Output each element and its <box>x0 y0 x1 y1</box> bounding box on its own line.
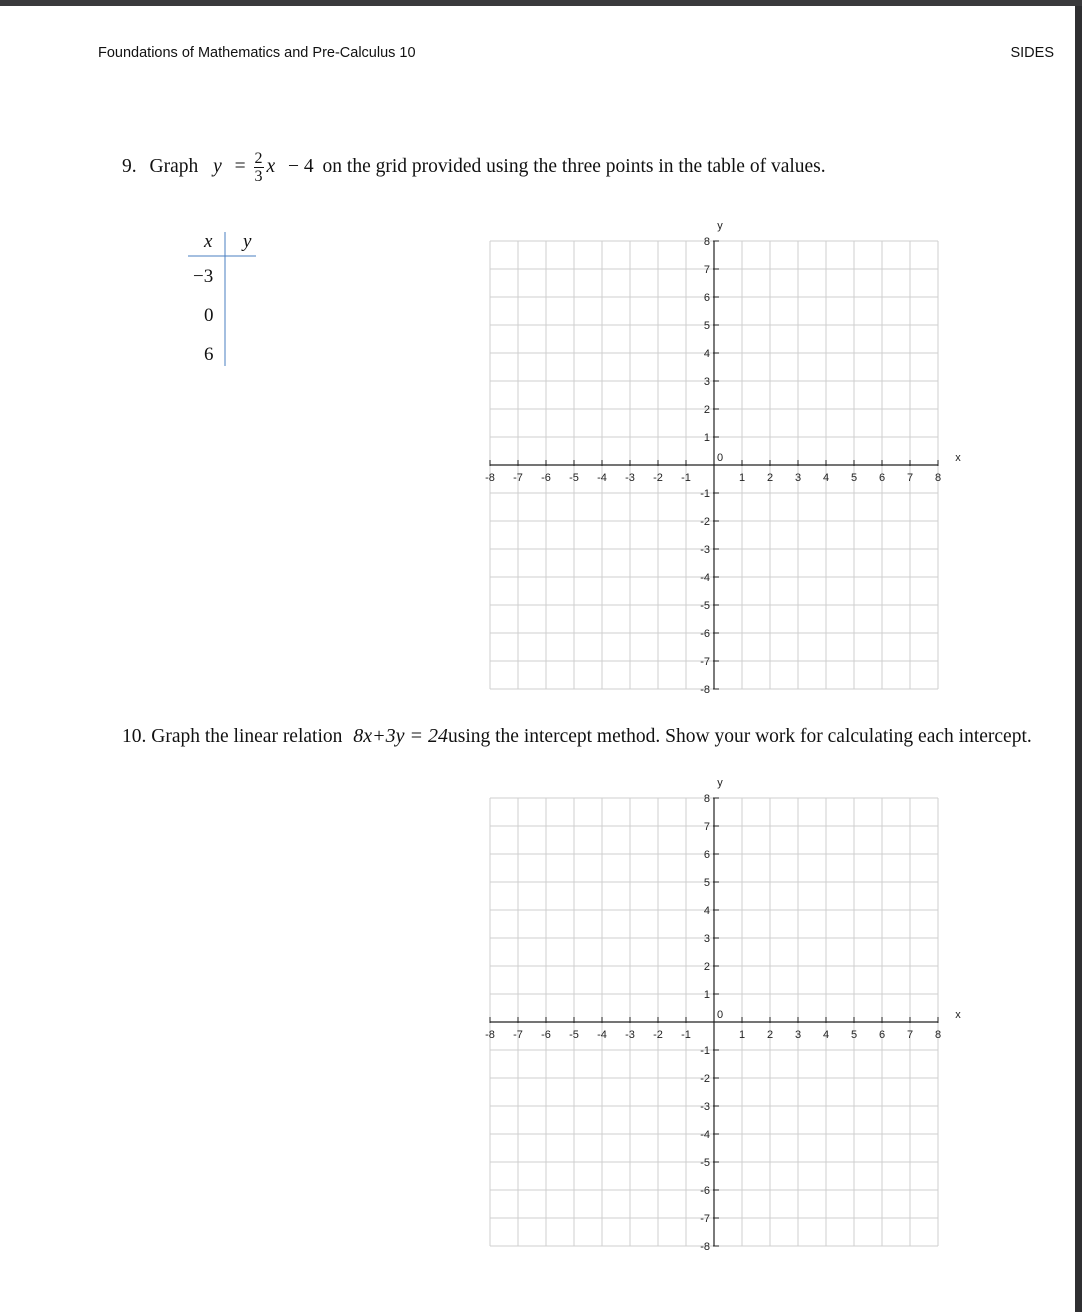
y-tick-label: 3 <box>703 376 710 388</box>
y-tick-label: -7 <box>700 1213 710 1225</box>
x-tick-label: 4 <box>822 1029 830 1041</box>
table-x-value: 6 <box>204 344 214 365</box>
y-tick-label: 5 <box>703 320 710 332</box>
y-tick-label: -6 <box>700 628 710 640</box>
y-tick-label: -8 <box>700 1241 710 1253</box>
q9-lead: Graph <box>149 155 199 177</box>
x-tick-label: 1 <box>738 1029 746 1041</box>
q9-x-var: x <box>266 155 276 177</box>
x-tick-label: 2 <box>766 472 774 484</box>
x-tick-label: 8 <box>934 1029 942 1041</box>
x-tick-label: -4 <box>597 1029 607 1041</box>
q9-y-var: y <box>213 155 222 177</box>
y-tick-label: 8 <box>703 793 710 805</box>
y-axis-label: y <box>717 220 723 232</box>
x-tick-label: 4 <box>822 472 830 484</box>
x-tick-label: -1 <box>681 472 691 484</box>
y-tick-label: -5 <box>700 600 710 612</box>
x-axis-label: x <box>955 1009 961 1021</box>
table-x-value: 0 <box>204 305 214 326</box>
x-tick-label: 6 <box>878 1029 886 1041</box>
q10-text: 10. Graph the linear relation <box>122 726 343 747</box>
y-tick-label: -3 <box>700 544 710 556</box>
x-tick-label: -2 <box>653 1029 663 1041</box>
x-axis-label: x <box>955 452 961 464</box>
table-y-header: y <box>243 231 252 252</box>
q9-rest: on the grid provided using the three points in the table of values. <box>322 155 826 177</box>
x-tick-label: -8 <box>485 472 495 484</box>
q9-frac-den: 3 <box>254 168 263 185</box>
y-tick-label: 1 <box>703 432 710 444</box>
x-tick-label: -5 <box>569 1029 579 1041</box>
x-tick-label: -6 <box>541 472 551 484</box>
question-10 <box>122 725 1032 748</box>
y-tick-label: -5 <box>700 1157 710 1169</box>
y-tick-label: -8 <box>700 684 710 696</box>
q9-equals: = <box>234 155 246 177</box>
window-top-bar <box>0 0 1082 6</box>
y-tick-label: 8 <box>703 236 710 248</box>
y-tick-label: 2 <box>703 404 710 416</box>
y-tick-label: 6 <box>703 849 710 861</box>
x-tick-label: 1 <box>738 472 746 484</box>
q10-rest: using the intercept method. Show your work for calculating each intercept. <box>448 726 1032 747</box>
x-tick-label: 7 <box>906 1029 914 1041</box>
q9-minus-four: − 4 <box>288 155 314 177</box>
x-tick-label: -3 <box>625 1029 635 1041</box>
y-tick-label: 1 <box>703 989 710 1001</box>
y-tick-label: 7 <box>703 821 710 833</box>
y-axis-label: y <box>717 777 723 789</box>
grid-svg <box>478 212 978 697</box>
x-tick-label: -6 <box>541 1029 551 1041</box>
x-tick-label: -4 <box>597 472 607 484</box>
y-tick-label: 6 <box>703 292 710 304</box>
table-x-header: x <box>204 231 213 252</box>
y-tick-label: -1 <box>700 1045 710 1057</box>
table-of-values <box>188 228 258 368</box>
y-tick-label: 7 <box>703 264 710 276</box>
x-tick-label: -7 <box>513 472 523 484</box>
y-tick-label: 4 <box>703 348 710 360</box>
x-tick-label: -2 <box>653 472 663 484</box>
question-9 <box>122 150 826 185</box>
y-tick-label: -6 <box>700 1185 710 1197</box>
y-tick-label: -2 <box>700 1073 710 1085</box>
course-title: Foundations of Mathematics and Pre-Calculus 10 <box>98 45 416 61</box>
q9-frac-num: 2 <box>254 150 263 167</box>
x-tick-label: 7 <box>906 472 914 484</box>
y-tick-label: 2 <box>703 961 710 973</box>
y-tick-label: -4 <box>700 572 710 584</box>
x-tick-label: 3 <box>794 472 802 484</box>
q10-equation: 8x+3y = 24 <box>353 725 448 747</box>
origin-label: 0 <box>716 1009 724 1021</box>
y-tick-label: 3 <box>703 933 710 945</box>
x-tick-label: -3 <box>625 472 635 484</box>
origin-label: 0 <box>716 452 724 464</box>
window-scrollbar[interactable] <box>1075 6 1082 1312</box>
x-tick-label: 6 <box>878 472 886 484</box>
x-tick-label: 5 <box>850 1029 858 1041</box>
y-tick-label: -2 <box>700 516 710 528</box>
coordinate-grid-q9[interactable] <box>478 212 978 702</box>
x-tick-label: 2 <box>766 1029 774 1041</box>
x-tick-label: 5 <box>850 472 858 484</box>
q9-number: 9. <box>122 155 137 177</box>
y-tick-label: -4 <box>700 1129 710 1141</box>
x-tick-label: -5 <box>569 472 579 484</box>
q9-fraction <box>254 150 264 185</box>
brand-label: SIDES <box>1010 45 1054 61</box>
x-tick-label: -1 <box>681 1029 691 1041</box>
y-tick-label: 4 <box>703 905 710 917</box>
x-tick-label: 8 <box>934 472 942 484</box>
x-tick-label: -8 <box>485 1029 495 1041</box>
table-x-value: −3 <box>193 266 214 287</box>
x-tick-label: 3 <box>794 1029 802 1041</box>
grid-svg <box>478 769 978 1254</box>
coordinate-grid-q10[interactable] <box>478 769 978 1259</box>
x-tick-label: -7 <box>513 1029 523 1041</box>
y-tick-label: -1 <box>700 488 710 500</box>
y-tick-label: 5 <box>703 877 710 889</box>
y-tick-label: -7 <box>700 656 710 668</box>
y-tick-label: -3 <box>700 1101 710 1113</box>
